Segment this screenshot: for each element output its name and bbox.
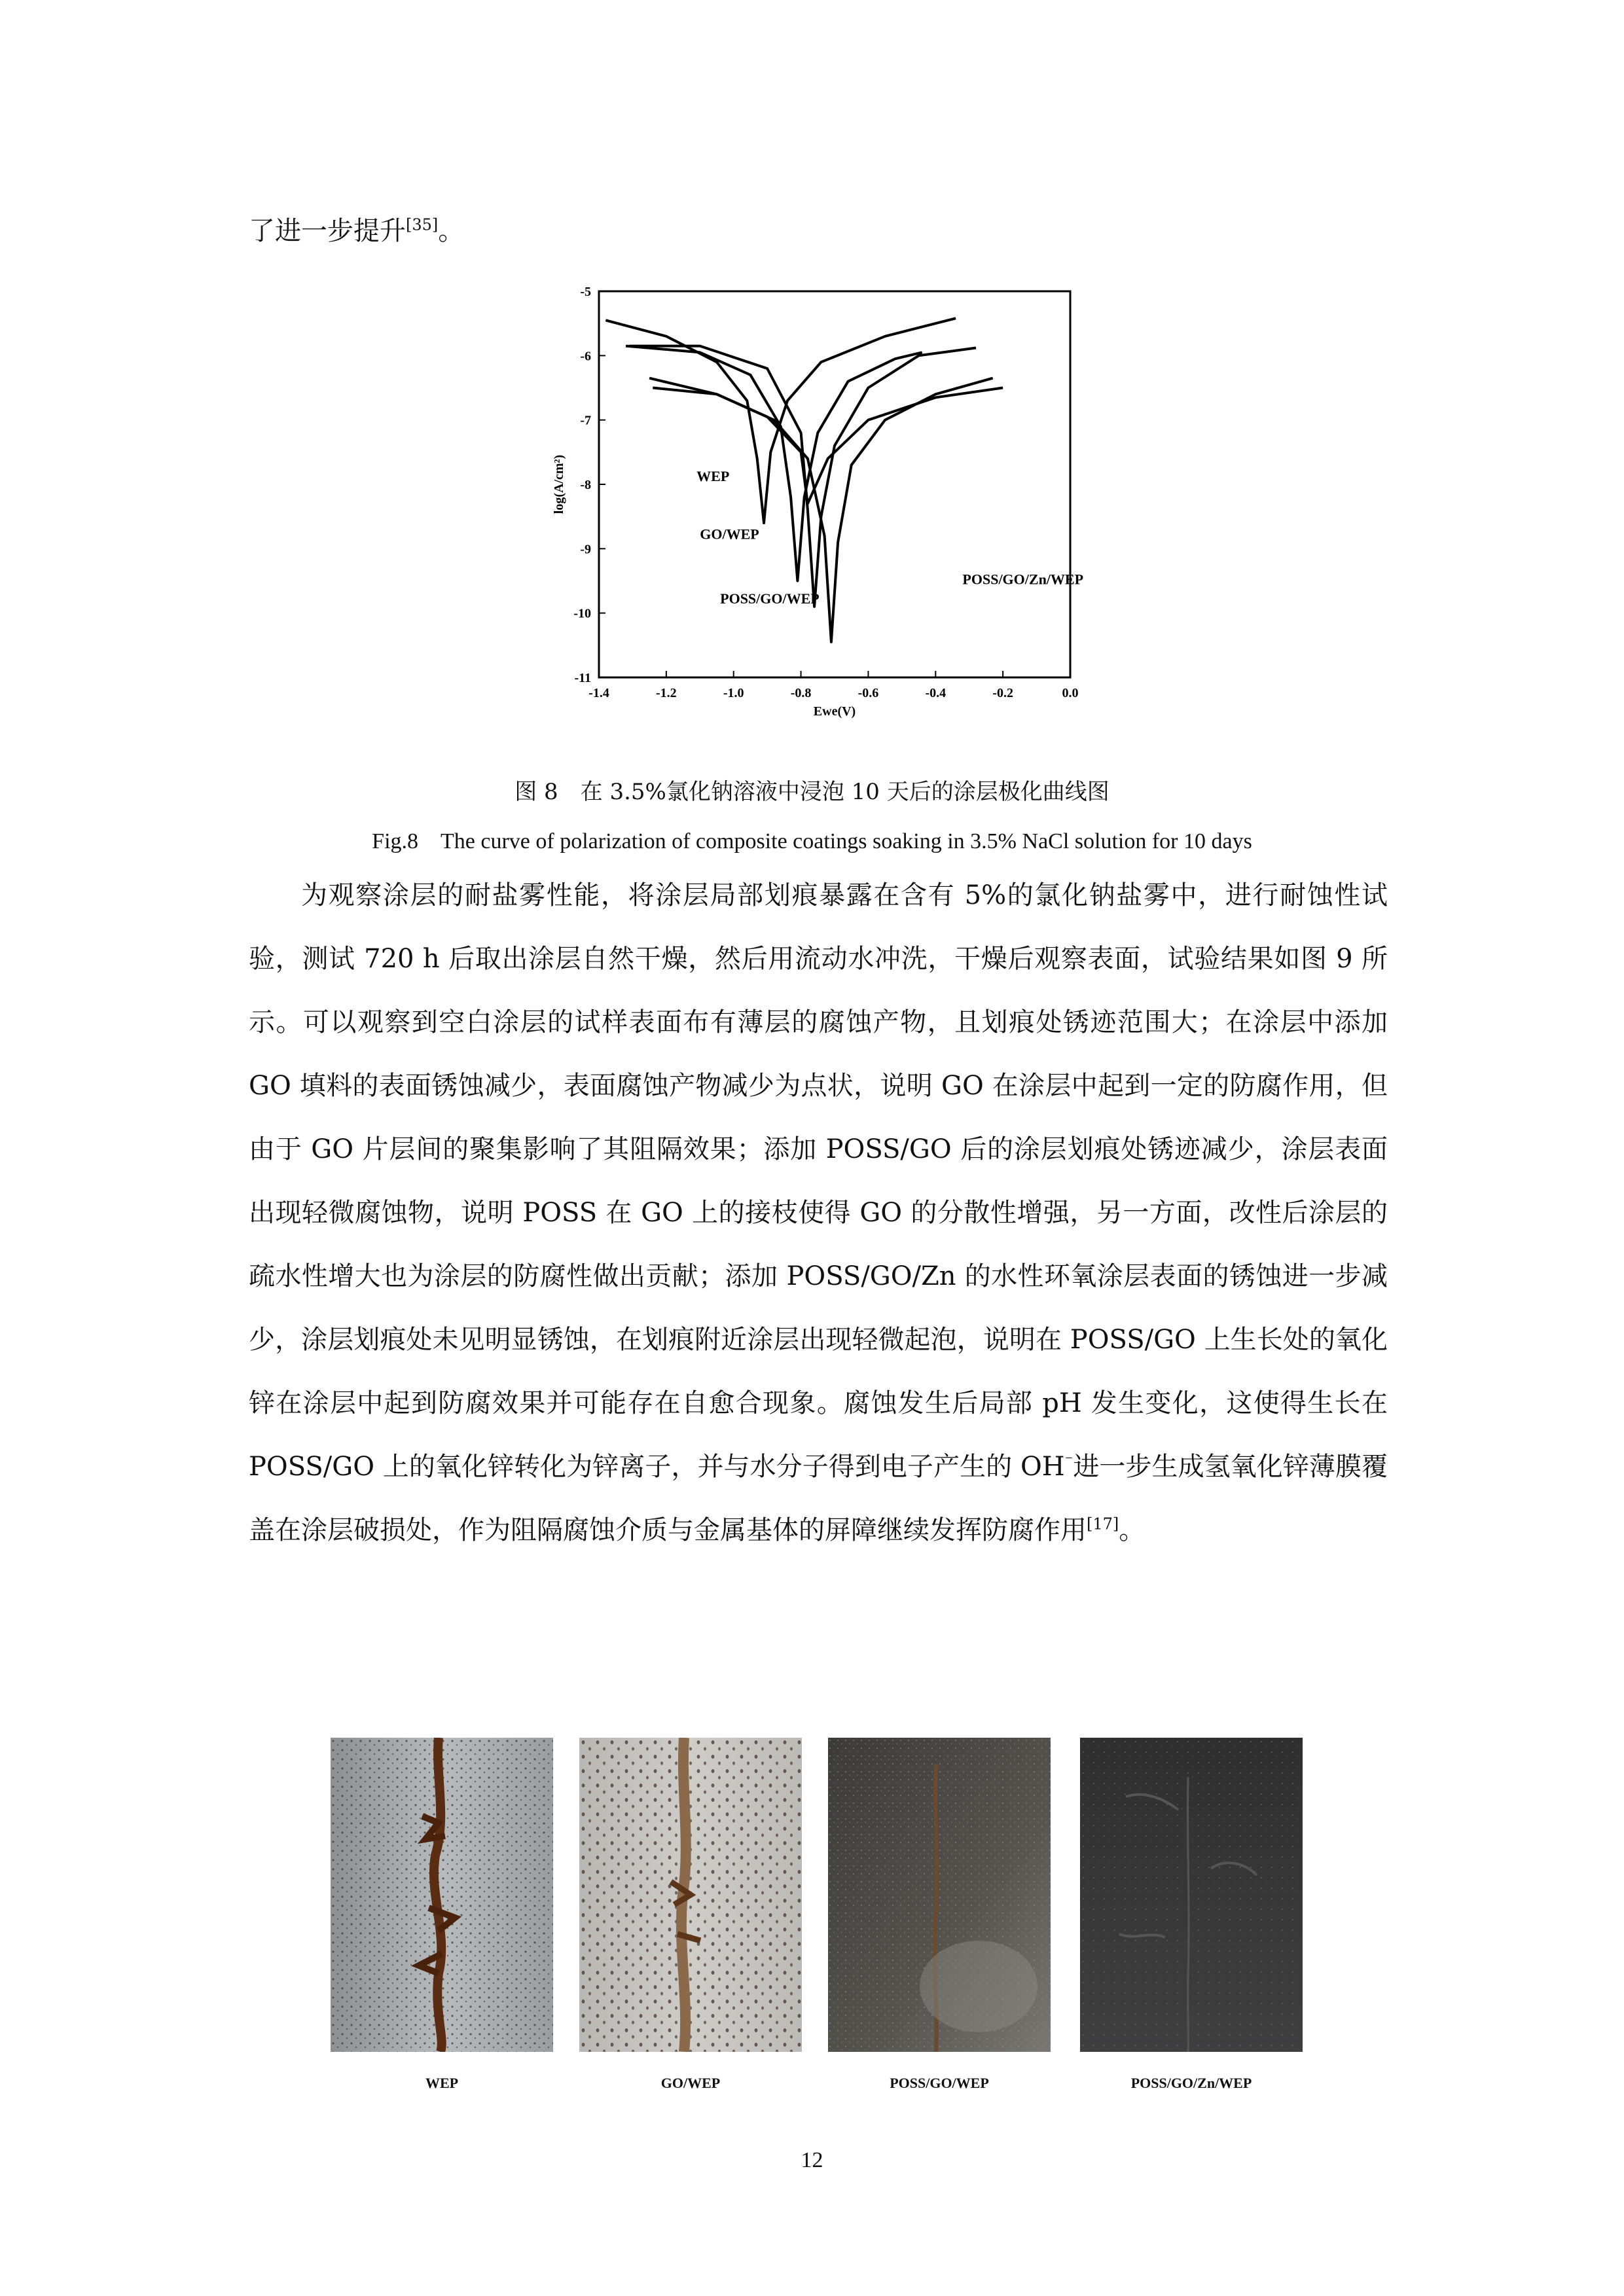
- intro-text: 了进一步提升: [249, 216, 406, 246]
- annotation-label-3: POSS/GO/Zn/WEP: [962, 571, 1084, 588]
- y-tick-label: -9: [580, 542, 591, 557]
- x-tick-label: -1.4: [588, 686, 609, 700]
- body-text-end: 。: [1119, 1515, 1146, 1545]
- annotation-label-0: WEP: [696, 468, 730, 485]
- x-tick-label: -0.6: [857, 686, 879, 700]
- x-tick-label: 0.0: [1062, 686, 1079, 700]
- photo-wep: [331, 1738, 553, 2052]
- x-axis-label: Ewe(V): [813, 704, 856, 719]
- photo-go-wep: [579, 1738, 802, 2052]
- hydroxide-superscript: ⁻: [1064, 1451, 1074, 1470]
- intro-line: [249, 200, 1388, 263]
- page-number: 12: [801, 2148, 823, 2172]
- x-tick-label: -0.2: [992, 686, 1013, 700]
- body-text-b: 进一步生成氢氧化锌薄膜覆盖在涂层破损处，作为阻隔腐蚀介质与金属基体的屏障继续发挥防腐作用: [249, 1452, 1388, 1545]
- figure-8-caption-en: Fig.8 The curve of polarization of composite coatings soaking in 3.5% NaCl solution for 10 days: [372, 829, 1252, 853]
- figure-8-caption-cn: 图 8 在 3.5%氯化钠溶液中浸泡 10 天后的涂层极化曲线图: [514, 779, 1110, 805]
- body-text-a: 为观察涂层的耐盐雾性能，将涂层局部划痕暴露在含有 5%的氯化钠盐雾中，进行耐蚀性试验，测试 720 h 后取出涂层自然干燥，然后用流动水冲洗，干燥后观察表面，试验结果如图 9 所示。可以观察到空白涂层的试样表面布有薄层的腐蚀产物，且划痕处锈迹范围大；在涂层中添加 GO 填料的表面锈蚀减少，表面腐蚀产物减少为点状，说明 GO 在涂层中起到一定的防腐作用，但由于 GO 片层间的聚集影响了其阻隔效果；添加 POSS/GO 后的涂层划痕处锈迹减少，涂层表面出现轻微腐蚀物，说明 POSS 在 GO 上的接枝使得 GO 的分散性增强，另一方面，改性后涂层的疏水性增大也为涂层的防腐性做出贡献；添加 POSS/GO/Zn 的水性环氧涂层表面的锈蚀进一步减少，涂层划痕处未见明显锈蚀，在划痕附近涂层出现轻微起泡，说明在 POSS/GO 上生长处的氧化锌在涂层中起到防腐效果并可能存在自愈合现象。腐蚀发生后局部 pH 发生变化，这使得生长在 POSS/GO 上的氧化锌转化为锌离子，并与水分子得到电子产生的 OH: [249, 880, 1388, 1482]
- x-tick-label: -0.4: [925, 686, 947, 700]
- intro-end: 。: [438, 216, 465, 246]
- photo-label-poss-go-wep: POSS/GO/WEP: [890, 2075, 989, 2091]
- citation-35: [35]: [406, 215, 439, 234]
- body-paragraph: [249, 864, 1388, 1562]
- x-tick-label: -0.8: [790, 686, 812, 700]
- y-tick-label: -7: [580, 413, 591, 428]
- photo-poss-go-wep: [828, 1738, 1051, 2052]
- citation-17: [17]: [1087, 1515, 1119, 1534]
- polarization-chart: [543, 281, 1106, 753]
- x-tick-label: -1.2: [656, 686, 677, 700]
- x-tick-label: -1.0: [723, 686, 744, 700]
- y-axis-label: log(A/cm²): [552, 454, 566, 514]
- y-tick-label: -10: [573, 606, 591, 621]
- y-tick-label: -11: [574, 671, 591, 685]
- photo-label-go-wep: GO/WEP: [660, 2075, 721, 2091]
- annotation-label-1: GO/WEP: [700, 526, 759, 543]
- annotation-label-2: POSS/GO/WEP: [720, 590, 820, 607]
- chart-root: [552, 285, 1083, 719]
- y-tick-label: -6: [580, 349, 591, 364]
- photo-poss-go-zn-wep: [1080, 1738, 1303, 2052]
- y-tick-label: -5: [580, 285, 591, 299]
- y-tick-label: -8: [580, 478, 591, 492]
- photo-label-wep: WEP: [425, 2075, 459, 2091]
- photo-label-poss-go-zn-wep: POSS/GO/Zn/WEP: [1130, 2075, 1252, 2091]
